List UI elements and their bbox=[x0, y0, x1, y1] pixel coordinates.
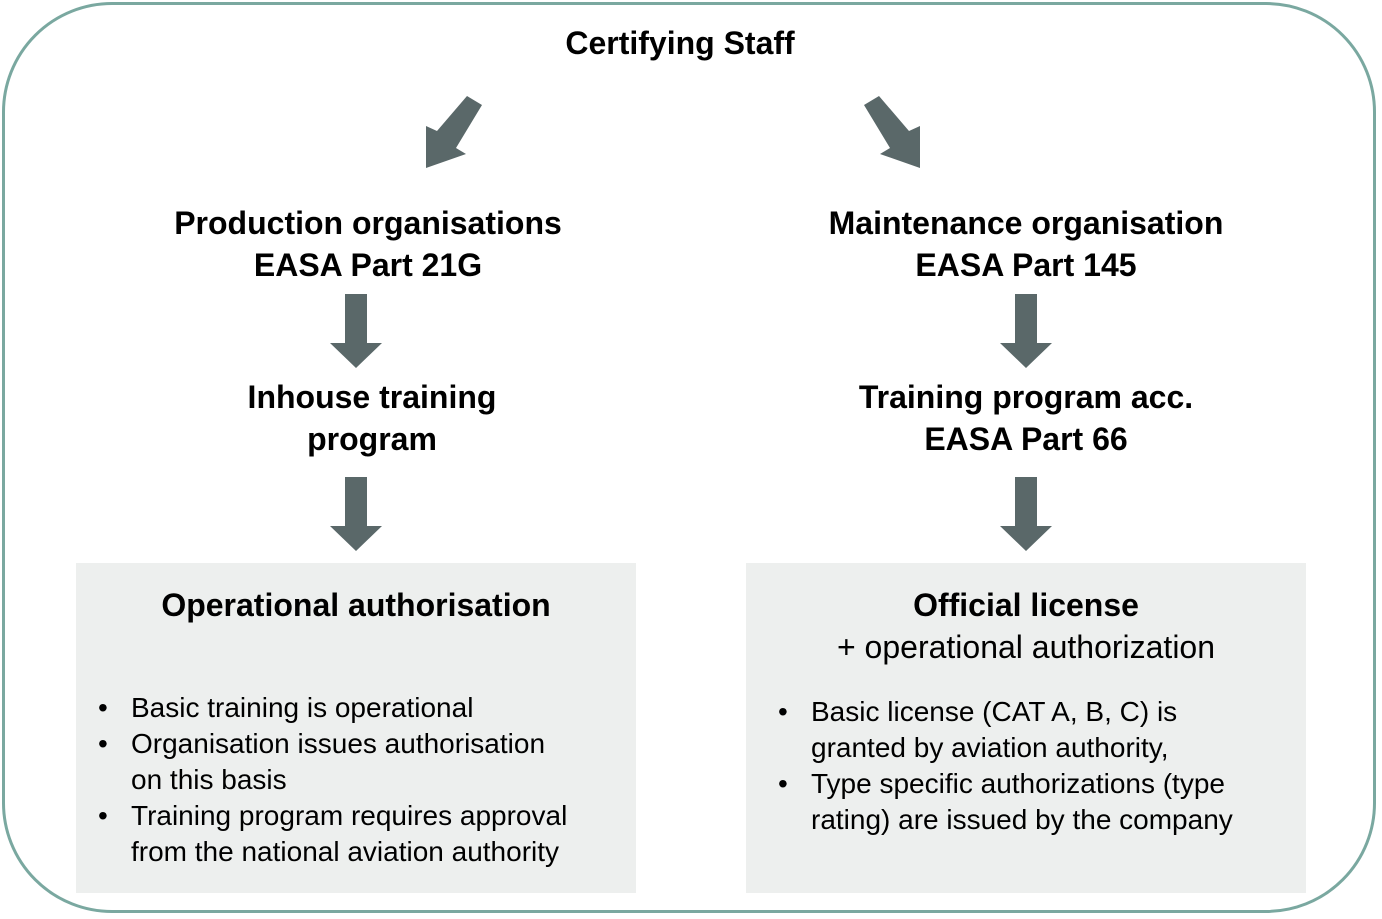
list-item: • Organisation issues authorisation on this basis bbox=[76, 726, 567, 798]
operational-authorisation-box bbox=[76, 563, 636, 893]
list-item: • Type specific authorizations (type rating) are issued by the company bbox=[756, 766, 1233, 838]
box-title: Official license bbox=[913, 587, 1139, 623]
bullet-list bbox=[756, 694, 1233, 838]
arrow-down-icon bbox=[1000, 294, 1052, 368]
arrow-down-icon bbox=[1000, 477, 1052, 551]
part66-training-label: Training program acc. EASA Part 66 bbox=[858, 379, 1194, 457]
list-item: • Basic training is operational bbox=[76, 690, 567, 726]
list-item: • Training program requires approval from the national aviation authority bbox=[76, 798, 567, 870]
arrow-down-left-icon bbox=[420, 96, 484, 170]
arrow-down-icon bbox=[330, 477, 382, 551]
maintenance-organisation-label: Maintenance organisation EASA Part 145 bbox=[828, 205, 1224, 283]
box-title: Operational authorisation bbox=[161, 587, 551, 623]
arrow-down-right-icon bbox=[862, 96, 926, 170]
list-item: • Basic license (CAT A, B, C) is granted by aviation authority, bbox=[756, 694, 1233, 766]
official-license-box bbox=[746, 563, 1306, 893]
production-organisation-label: Production organisations EASA Part 21G bbox=[174, 205, 562, 283]
diagram-title: Certifying Staff bbox=[565, 25, 795, 61]
arrow-down-icon bbox=[330, 294, 382, 368]
inhouse-training-label: Inhouse training program bbox=[247, 379, 497, 457]
bullet-list bbox=[76, 690, 567, 870]
box-subtitle: + operational authorization bbox=[836, 629, 1216, 665]
